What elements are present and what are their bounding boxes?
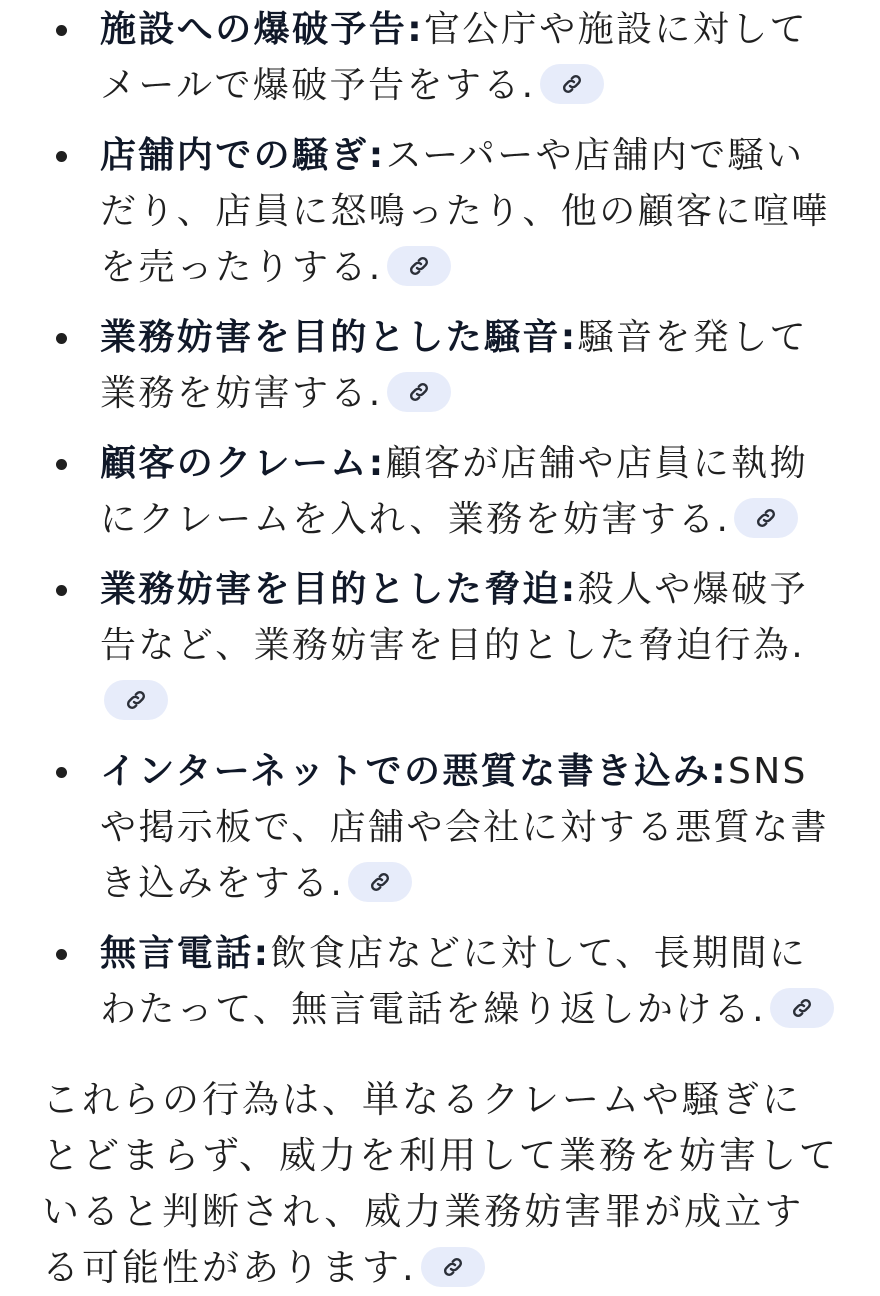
source-link-button[interactable] xyxy=(387,372,451,412)
link-icon xyxy=(754,506,778,530)
link-icon xyxy=(441,1255,465,1279)
list-item xyxy=(100,310,840,422)
source-link-button[interactable] xyxy=(540,64,604,104)
list-item xyxy=(100,562,840,730)
item-term: インターネットでの悪質な書き込み: xyxy=(100,751,728,792)
item-term: 業務妨害を目的とした騒音: xyxy=(100,317,578,358)
item-description: 顧客が店舗や店員に執拗にクレームを入れ、業務を妨害する. xyxy=(100,443,809,540)
list-item xyxy=(100,128,840,296)
summary-text: これらの行為は、単なるクレームや騒ぎにとどまらず、威力を利用して業務を妨害していると判断され、威力業務妨害罪が成立する可能性があります. xyxy=(42,1078,840,1289)
link-icon xyxy=(560,72,584,96)
item-description: 殺人や爆破予告など、業務妨害を目的とした脅迫行為. xyxy=(100,569,809,666)
list-item xyxy=(100,926,840,1038)
source-link-button[interactable] xyxy=(734,498,798,538)
source-link-button[interactable] xyxy=(104,680,168,720)
link-icon xyxy=(407,380,431,404)
list-item xyxy=(100,2,840,114)
source-link-button[interactable] xyxy=(387,246,451,286)
item-term: 顧客のクレーム: xyxy=(100,443,386,484)
link-icon xyxy=(407,254,431,278)
item-term: 店舗内での騒ぎ: xyxy=(100,135,386,176)
list-item xyxy=(100,744,840,912)
item-description: SNSや掲示板で、店舗や会社に対する悪質な書き込みをする. xyxy=(100,751,829,904)
item-term: 施設への爆破予告: xyxy=(100,9,424,50)
summary-paragraph xyxy=(42,1072,840,1296)
link-icon xyxy=(368,870,392,894)
source-link-button[interactable] xyxy=(421,1247,485,1287)
source-link-button[interactable] xyxy=(770,988,834,1028)
item-description: 官公庁や施設に対してメールで爆破予告をする. xyxy=(100,9,809,106)
link-icon xyxy=(790,996,814,1020)
source-link-button[interactable] xyxy=(348,862,412,902)
bullet-list xyxy=(42,2,840,1038)
list-item xyxy=(100,436,840,548)
item-description: 飲食店などに対して、長期間にわたって、無言電話を繰り返しかける. xyxy=(100,933,808,1030)
item-term: 無言電話: xyxy=(100,933,271,974)
item-description: 騒音を発して業務を妨害する. xyxy=(100,317,809,414)
item-term: 業務妨害を目的とした脅迫: xyxy=(100,569,578,610)
item-description: スーパーや店舗内で騒いだり、店員に怒鳴ったり、他の顧客に喧嘩を売ったりする. xyxy=(100,135,830,288)
link-icon xyxy=(124,688,148,712)
